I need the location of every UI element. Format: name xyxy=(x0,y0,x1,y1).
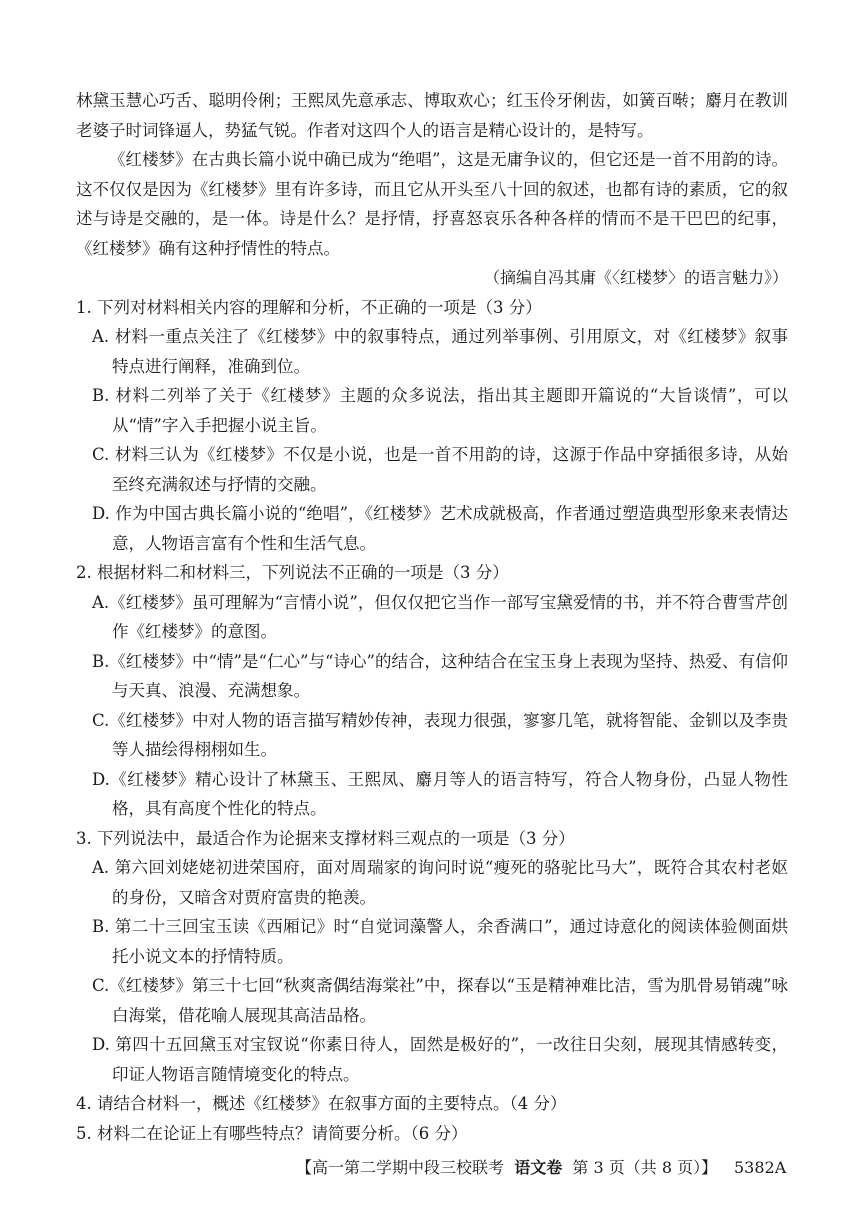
option-c: C.《红楼梦》中对人物的语言描写精妙传神，表现力很强，寥寥几笔，就将智能、金钏以及李贵等人描绘得栩栩如生。 xyxy=(92,710,788,759)
passage-source: （摘编自冯其庸《〈红楼梦〉的语言魅力》） xyxy=(483,268,788,287)
passage-paragraph: 《红楼梦》在古典长篇小说中确已成为“绝唱”，这是无庸争议的，但它还是一首不用韵的诗。这不仅仅是因为《红楼梦》里有许多诗，而且它从开头至八十回的叙述，也都有诗的素质，它的叙述与诗是交融的，是一体。诗是什么？是抒情，抒喜怒哀乐各种各样的情而不是干巴巴的纪事，《红楼梦》确有这种抒情性的特点。 xyxy=(76,150,788,258)
passage-paragraph: 林黛玉慧心巧舌、聪明伶俐；王熙凤先意承志、博取欢心；红玉伶牙俐齿，如簧百啭；麝月在教训老婆子时词锋逼人，势猛气锐。作者对这四个人的语言是精心设计的，是特写。 xyxy=(76,91,788,140)
question-5: 5. 材料二在论证上有哪些特点？请简要分析。（6 分） xyxy=(76,1123,468,1143)
option-b: B.《红楼梦》中“情”是“仁心”与“诗心”的结合，这种结合在宝玉身上表现为坚持、热爱、有信仰与天真、浪漫、充满想象。 xyxy=(92,651,788,700)
option-b: B. 材料二列举了关于《红楼梦》主题的众多说法，指出其主题即开篇说的“大旨谈情”，可以从“情”字入手把握小说主旨。 xyxy=(92,386,788,435)
question-1 xyxy=(76,293,788,559)
page-content xyxy=(76,86,788,1148)
option-a: A. 材料一重点关注了《红楼梦》中的叙事特点，通过列举事例、引用原文，对《红楼梦》叙事特点进行阐释，准确到位。 xyxy=(92,327,788,376)
question-4: 4. 请结合材料一，概述《红楼梦》在叙事方面的主要特点。（4 分） xyxy=(76,1094,567,1113)
option-d: D. 第四十五回黛玉对宝钗说“你素日待人，固然是极好的”，一改往日尖刻，展现其情感转变，印证人物语言随情境变化的特点。 xyxy=(92,1035,788,1084)
footer-subject: 语文卷 xyxy=(514,1158,563,1177)
option-c: C.《红楼梦》第三十七回“秋爽斋偶结海棠社”中，探春以“玉是精神难比洁，雪为肌骨易销魂”咏白海棠，借花喻人展现其高洁品格。 xyxy=(92,976,788,1025)
question-stem: 2. 根据材料二和材料三，下列说法不正确的一项是（3 分） xyxy=(76,563,509,582)
question-3 xyxy=(76,824,788,1090)
question-stem: 1. 下列对材料相关内容的理解和分析，不正确的一项是（3 分） xyxy=(76,297,542,317)
option-a: A. 第六回刘姥姥初进荣国府，面对周瑞家的询问时说“瘦死的骆驼比马大”，既符合其农村老妪的身份，又暗含对贾府富贵的艳羡。 xyxy=(92,858,788,907)
option-d: D.《红楼梦》精心设计了林黛玉、王熙凤、麝月等人的语言特写，符合人物身份，凸显人物性格，具有高度个性化的特点。 xyxy=(92,769,788,818)
question-stem: 3. 下列说法中，最适合作为论据来支撑材料三观点的一项是（3 分） xyxy=(76,828,575,848)
question-2 xyxy=(76,558,788,824)
footer-title xyxy=(296,1156,717,1180)
option-b: B. 第二十三回宝玉读《西厢记》时“自觉词藻警人，余香满口”，通过诗意化的阅读体验侧面烘托小说文本的抒情特质。 xyxy=(92,917,788,966)
option-d: D. 作为中国古典长篇小说的“绝唱”，《红楼梦》艺术成就极高，作者通过塑造典型形象来表情达意，人物语言富有个性和生活气息。 xyxy=(92,504,788,553)
footer-code: 5382A xyxy=(734,1158,787,1177)
footer-page-number: 第 3 页（共 8 页）】 xyxy=(572,1158,718,1177)
option-c: C. 材料三认为《红楼梦》不仅是小说，也是一首不用韵的诗，这源于作品中穿插很多诗，从始至终充满叙述与抒情的交融。 xyxy=(92,445,788,494)
option-a: A.《红楼梦》虽可理解为“言情小说”，但仅仅把它当作一部写宝黛爱情的书，并不符合曹雪芹创作《红楼梦》的意图。 xyxy=(92,592,788,641)
footer-exam-name: 【高一第二学期中段三校联考 xyxy=(296,1158,505,1177)
